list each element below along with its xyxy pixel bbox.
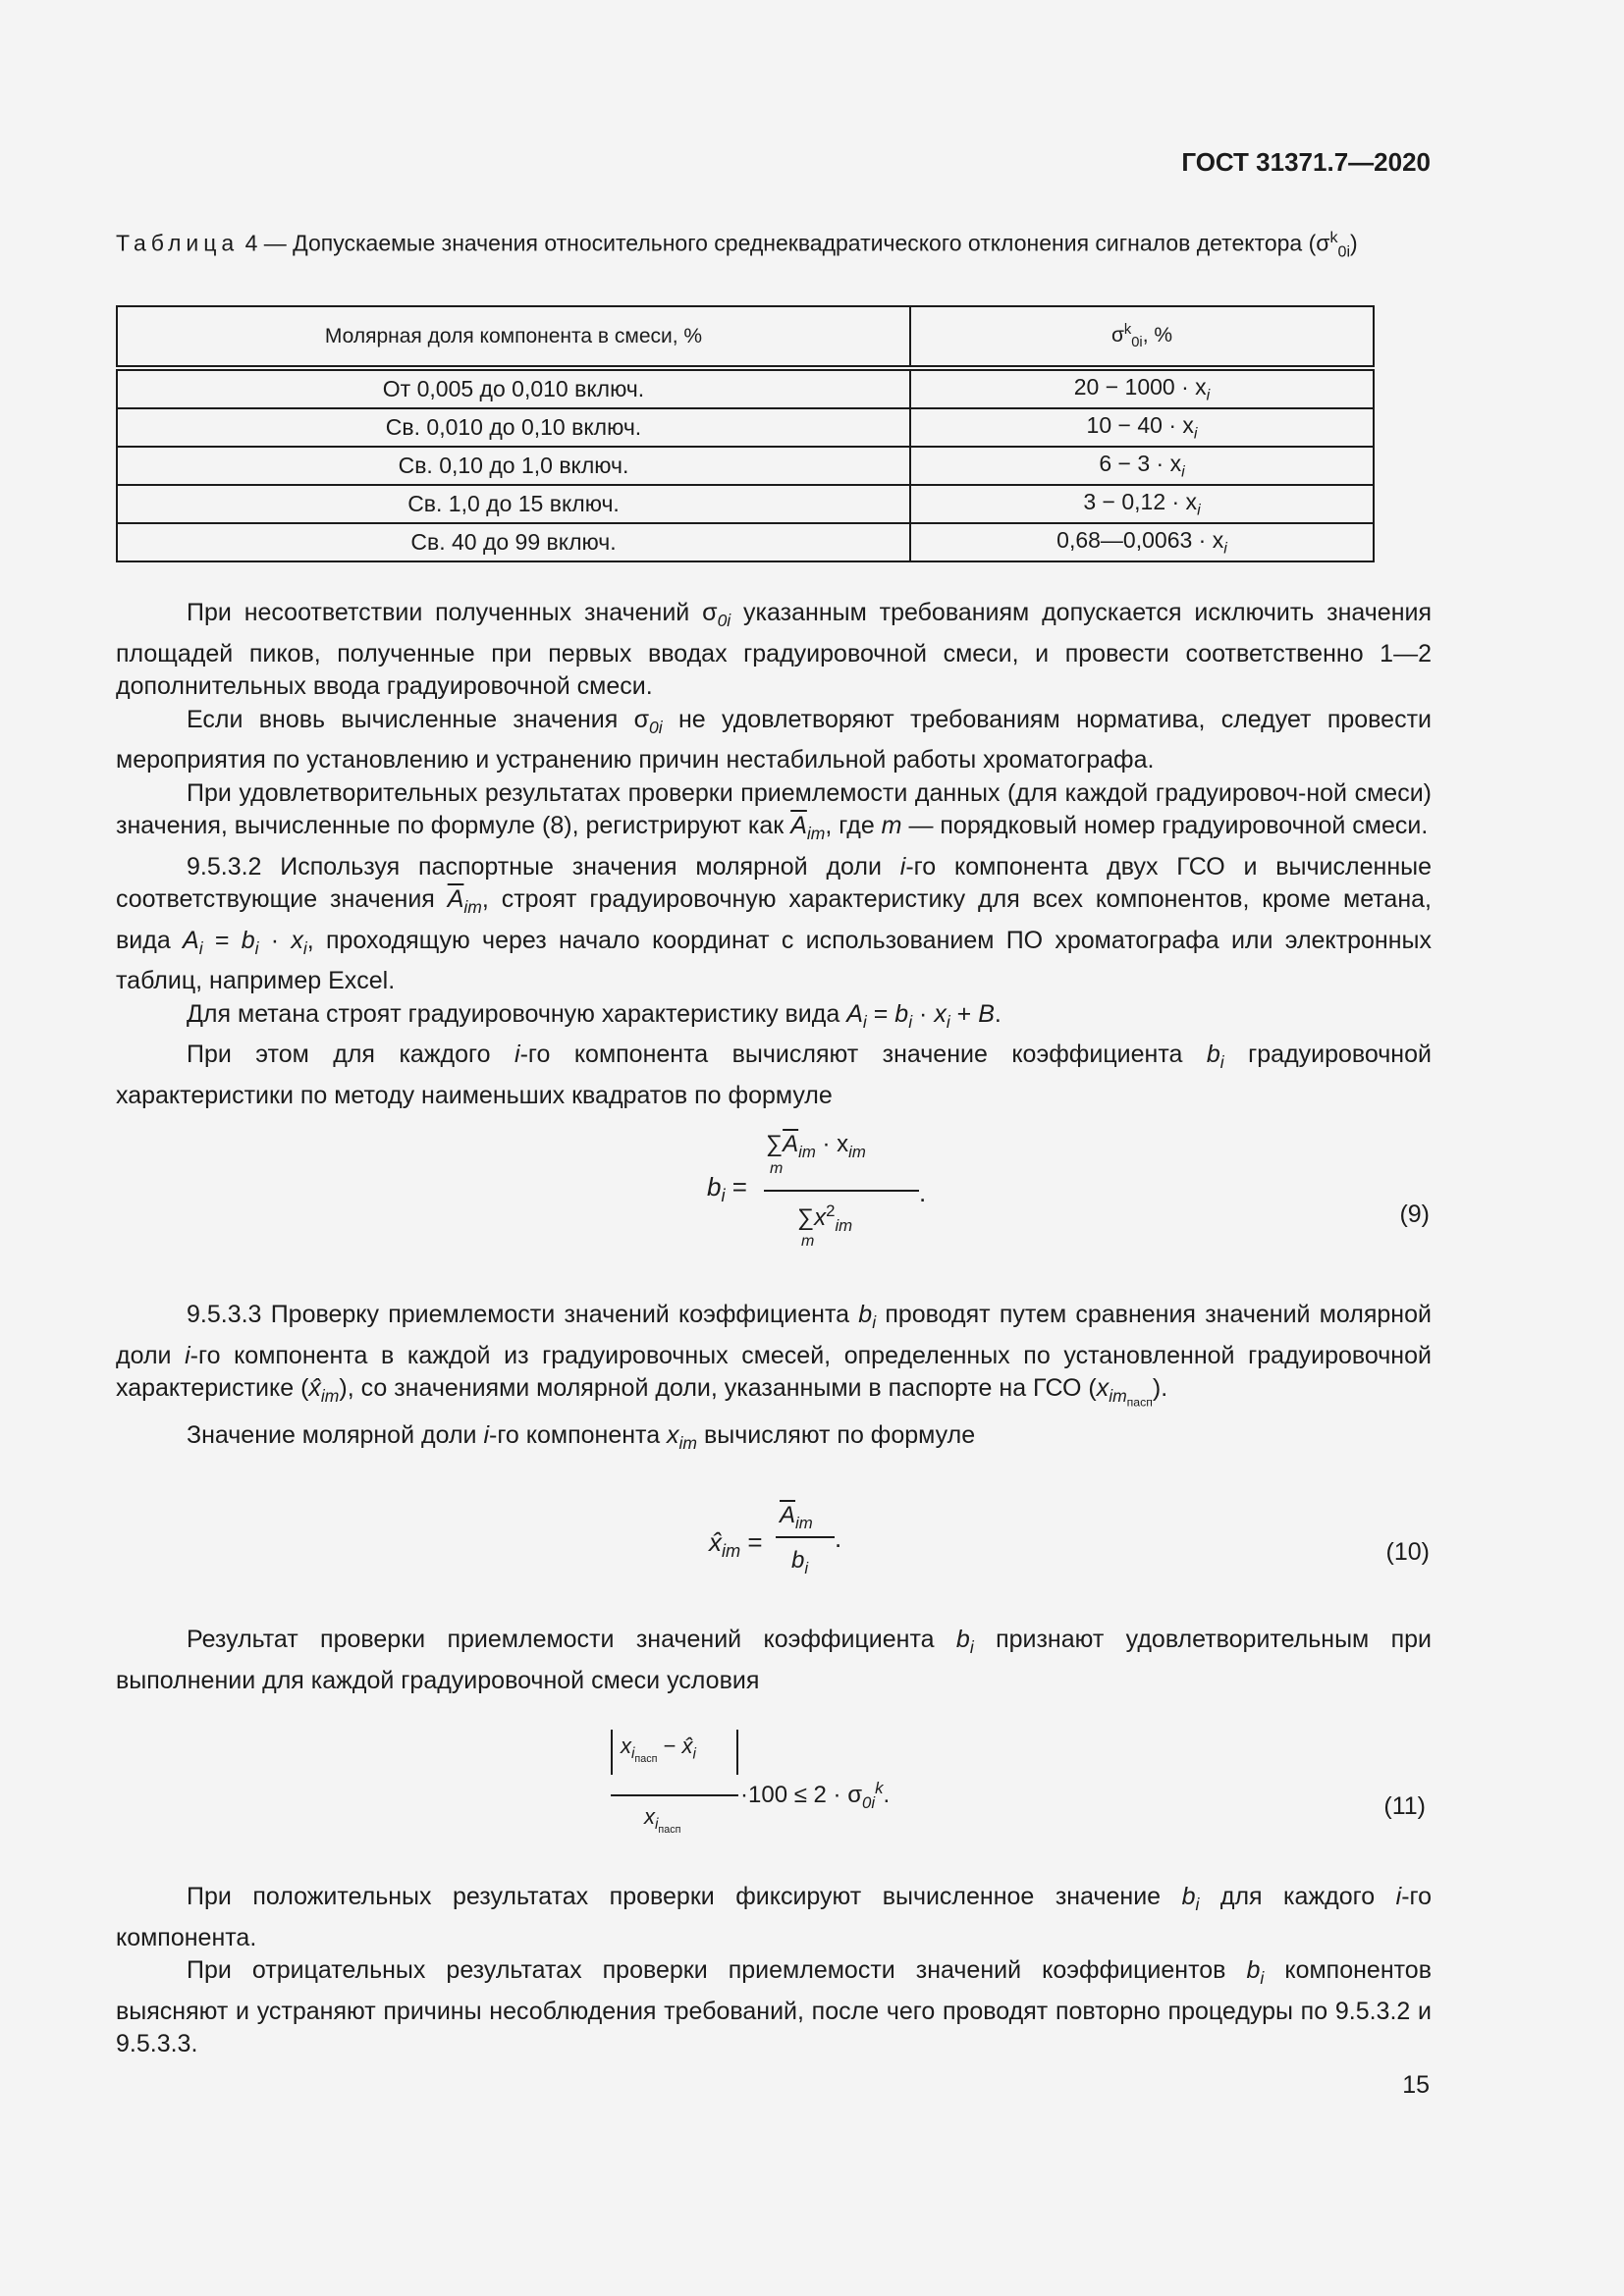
formula-10: $x̂_{im}$ = $\overline{A}_{im}$ . $b_i$ [709, 1502, 842, 1577]
paragraph: При несоответствии полученных значений $\sigma_{0i}$ указанным требованиям допускается исключить значения площадей пиков, полученные при первых вводах градуировочной смеси, и провести соответственно 1—2 дополнительных ввода градуировочной смеси. [116, 599, 1432, 700]
table-header-range: Молярная доля компонента в смеси, % [117, 306, 910, 368]
equation-number-9: (9) [1399, 1201, 1430, 1228]
paragraph: При удовлетворительных результатах проверки приемлемости данных (для каждой градуировоч-ной смеси) значения, вычисленные по формуле (8), регистрируют как $\overline{A}_{im}$, где m — порядковый номер градуировочной смеси. [116, 778, 1432, 843]
paragraph: Для метана строят градуировочную характеристику вида $A_i = b_i \cdot x_i + B$. [187, 999, 1001, 1032]
body-text-block-2 [116, 1299, 1432, 1461]
paragraph: 9.5.3.3 Проверку приемлемости значений коэффициента $b_i$ проводят путем сравнения значений молярной доли i-го компонента в каждой из градуировочных смесей, определенных по установленной градуировочной характеристике $(x̂_{im})$, со значениями молярной доли, указанными в паспорте на ГСО $(x_{im_{пасп}})$. [116, 1301, 1432, 1410]
formula-11: $x_{i_{пасп}}$ − $x̂_i$ $\cdot 100 \le 2 \cdot \sigma_{0i}^k$. $x_{i_{пасп}}$ [609, 1728, 933, 1855]
equation-number-10: (10) [1385, 1538, 1430, 1566]
table-row: Св. 0,10 до 1,0 включ. $6 - 3 \cdot x_i$ [117, 447, 1374, 485]
table-caption-text: 4 — Допускаемые значения относительного среднеквадратического отклонения сигналов детектора (σ [244, 230, 1330, 256]
page-number: 15 [1402, 2071, 1430, 2099]
paragraph: При этом для каждого i-го компонента вычисляют значение коэффициента $b_i$ градуировочной характеристики по методу наименьших квадратов по формуле [116, 1041, 1432, 1109]
paragraph: Результат проверки приемлемости значений коэффициента $b_i$ признают удовлетворительным при выполнении для каждой градуировочной смеси условия [116, 1626, 1433, 1694]
table-row: От 0,005 до 0,010 включ. $20 - 1000 \cdot x_i$ [117, 368, 1374, 408]
table-header-value: $\sigma^k_{0i}$, % [910, 306, 1374, 368]
table-row: Св. 1,0 до 15 включ. $3 - 0,12 \cdot x_i$ [117, 485, 1374, 523]
table-row: Св. 40 до 99 включ. 0,68—0,0063 · $x_i$ [117, 523, 1374, 561]
table-caption-label: Таблица [116, 230, 240, 256]
paragraph: При положительных результатах проверки фиксируют вычисленное значение $b_i$ для каждого i-го компонента. [116, 1883, 1432, 1951]
paragraph: Если вновь вычисленные значения $\sigma_{0i}$ не удовлетворяют требованиям норматива, следует провести мероприятия по установлению и устранению причин нестабильной работы хроматографа. [116, 705, 1432, 774]
formula-9: $b_i$ = $\sum\overline{A}_{im} \cdot x_{im}$ m . $\sum x^2_{im}$ m [707, 1131, 927, 1250]
paragraph: При отрицательных результатах проверки приемлемости значений коэффициентов $b_i$ компонентов выясняют и устраняют причины несоблюдения требований, после чего проводят повторно процедуры по 9.5.3.2 и 9.5.3.3. [116, 1956, 1432, 2057]
table-row: Св. 0,010 до 0,10 включ. $10 - 40 \cdot x_i$ [117, 408, 1374, 447]
document-header: ГОСТ 31371.7—2020 [1181, 147, 1431, 177]
tolerance-table [116, 305, 1375, 562]
table-header-row [117, 306, 1374, 368]
body-text-block-4 [116, 1881, 1432, 2061]
body-text-block-3 [116, 1624, 1432, 1697]
table-caption: Таблица 4 — Допускаемые значения относительного среднеквадратического отклонения сигналов детектора $(\sigma^k_{0i})$ [116, 229, 1358, 261]
paragraph: 9.5.3.2 Используя паспортные значения молярной доли i-го компонента двух ГСО и вычисленные соответствующие значения $\overline{A}_{im}$, строят градуировочную характеристику для всех компонентов, кроме метана, вида $A_i = b_i \cdot x_i$, проходящую через начало координат с использованием ПО хроматографа или электронных таблиц, например Excel. [116, 852, 1432, 994]
paragraph: Значение молярной доли i-го компонента $x_{im}$ вычисляют по формуле [187, 1421, 976, 1453]
body-text-block-1 [116, 597, 1432, 1112]
equation-number-11: (11) [1383, 1792, 1426, 1820]
